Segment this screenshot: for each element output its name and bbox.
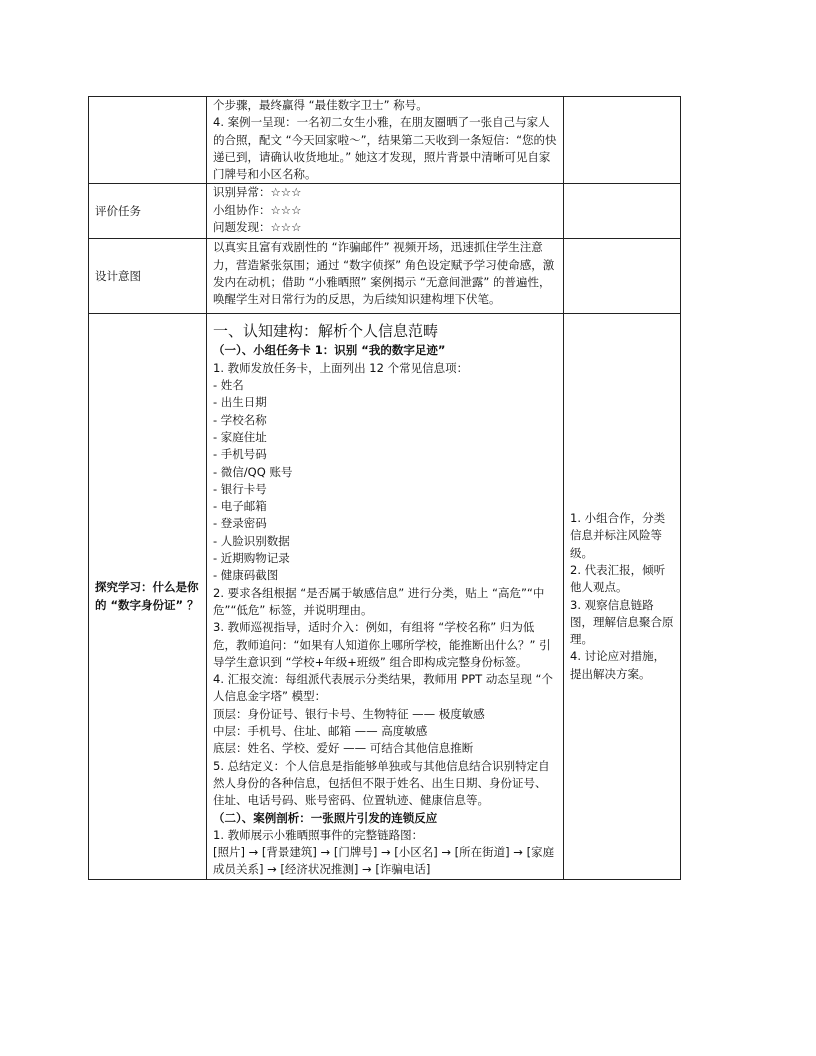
task1-title: （一）、小组任务卡 1：识别 “我的数字足迹” (213, 343, 446, 358)
lesson-plan-table (88, 96, 681, 880)
explore-content (207, 314, 564, 879)
cell-case-content (207, 97, 564, 184)
case-step-1: 1. 教师展示小雅晒照事件的完整链路图： (213, 827, 424, 842)
step-5: 5. 总结定义：个人信息是指能够单独或与其他信息结合识别特定自然人身份的各种信息，包括但不限于姓名、出生日期、身份证号、住址、电话号码、账号密码、位置轨迹、健康信息等。 (213, 758, 550, 808)
eval-item: 识别异常：☆☆☆ (213, 185, 302, 200)
info-item: - 近期购物记录 (213, 551, 290, 566)
student-activities (564, 314, 681, 879)
pyramid-level: 底层：姓名、学校、爱好 —— 可结合其他信息推断 (213, 741, 474, 756)
eval-label: 评价任务 (89, 184, 207, 239)
activity-item: 4. 讨论应对措施，提出解决方案。 (570, 649, 666, 681)
step-4: 4. 汇报交流：每组派代表展示分类结果，教师用 PPT 动态呈现 “个人信息金字塔” 模型： (213, 672, 553, 704)
cell-empty-activity (564, 97, 681, 184)
pyramid-level: 中层：手机号、住址、邮箱 —— 高度敏感 (213, 724, 428, 739)
step-2: 2. 要求各组根据 “是否属于敏感信息” 进行分类，贴上 “高危”“中危”“低危” 标签，并说明理由。 (213, 585, 545, 617)
pyramid-level: 顶层：身份证号、银行卡号、生物特征 —— 极度敏感 (213, 706, 485, 721)
case-line-2: 4. 案例一呈现：一名初二女生小雅，在朋友圈晒了一张自己与家人的合照，配文 “今天回家啦～”，结果第二天收到一条短信：“您的快递已到，请确认收货地址。” 她这才发现，照片背景中清晰可见自家门牌号和小区名称。 (213, 115, 557, 182)
eval-item: 小组协作：☆☆☆ (213, 202, 302, 217)
design-text: 以真实且富有戏剧性的 “诈骗邮件” 视频开场，迅速抓住学生注意力，营造紧张氛围；通过 “数字侦探” 角色设定赋予学习使命感，激发内在动机；借助 “小雅晒照” 案例揭示 “无意间泄露” 的普遍性，唤醒学生对日常行为的反思，为后续知识建构埋下伏笔。 (207, 239, 564, 314)
info-item: - 学校名称 (213, 412, 267, 427)
section-heading: 一、认知建构：解析个人信息范畴 (213, 322, 439, 341)
info-item: - 银行卡号 (213, 481, 267, 496)
info-item: - 出生日期 (213, 395, 267, 410)
eval-items (207, 184, 564, 239)
info-item: - 手机号码 (213, 447, 267, 462)
table-row-explore (89, 314, 681, 879)
cell-empty-design (564, 239, 681, 314)
design-label: 设计意图 (89, 239, 207, 314)
info-item: - 微信/QQ 账号 (213, 464, 293, 479)
table-row-eval (89, 184, 681, 239)
info-item: - 人脸识别数据 (213, 533, 290, 548)
case-line-1: 个步骤，最终赢得 “最佳数字卫士” 称号。 (213, 98, 428, 112)
table-row-case (89, 97, 681, 184)
info-item: - 电子邮箱 (213, 499, 267, 514)
info-item: - 姓名 (213, 378, 244, 393)
info-item: - 家庭住址 (213, 429, 267, 444)
explore-label: 探究学习：什么是你的 “数字身份证” ？ (89, 314, 207, 879)
info-item: - 登录密码 (213, 516, 267, 531)
cell-empty-eval (564, 184, 681, 239)
activity-item: 3. 观察信息链路图，理解信息聚合原理。 (570, 597, 674, 647)
chain-diagram-text: [照片] → [背景建筑] → [门牌号] → [小区名] → [所在街道] → [家庭成员关系] → [经济状况推测] → [诈骗电话] (213, 845, 555, 877)
table-row-design (89, 239, 681, 314)
eval-item: 问题发现：☆☆☆ (213, 220, 302, 235)
info-item: - 健康码截图 (213, 568, 279, 583)
cell-empty-label (89, 97, 207, 184)
step-1: 1. 教师发放任务卡，上面列出 12 个常见信息项： (213, 360, 469, 375)
activity-item: 1. 小组合作，分类信息并标注风险等级。 (570, 511, 666, 560)
task2-title: （二）、案例剖析：一张照片引发的连锁反应 (213, 810, 438, 825)
step-3: 3. 教师巡视指导，适时介入：例如，有组将 “学校名称” 归为低危，教师追问：“如果有人知道你上哪所学校，能推断出什么？” 引导学生意识到 “学校+年级+班级” 组合即构成完整身份标签。 (213, 620, 551, 669)
activity-item: 2. 代表汇报，倾听他人观点。 (570, 562, 666, 595)
